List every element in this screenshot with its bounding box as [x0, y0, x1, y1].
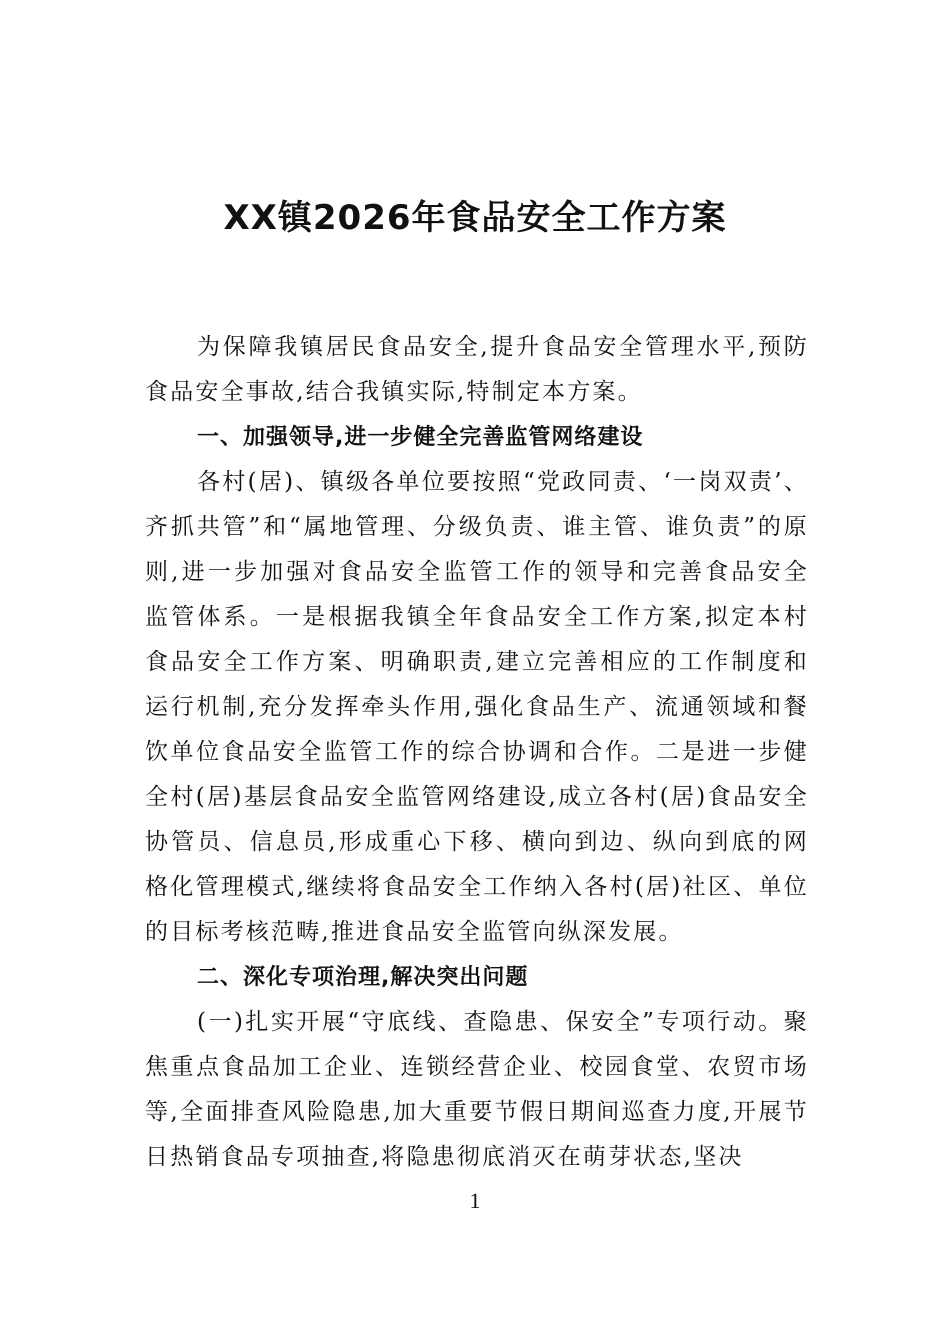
section-heading-1: 一、加强领导,进一步健全完善监管网络建设	[197, 425, 644, 450]
section-heading-2: 二、深化专项治理,解决突出问题	[197, 965, 529, 990]
section-2-paragraph: (一)扎实开展“守底线、查隐患、保安全”专项行动。聚焦重点食品加工企业、连锁经营企业、校园食堂、农贸市场等,全面排查风险隐患,加大重要节假日期间巡查力度,开展节日热销食品专项抽查,将隐患彻底消灭在萌芽状态,坚决	[145, 1009, 809, 1170]
section-1-paragraph: 各村(居)、镇级各单位要按照“党政同责、‘一岗双责’、齐抓共管”和“属地管理、分级负责、谁主管、谁负责”的原则,进一步加强对食品安全监管工作的领导和完善食品安全监管体系。一是根据我镇全年食品安全工作方案,拟定本村食品安全工作方案、明确职责,建立完善相应的工作制度和运行机制,充分发挥牵头作用,强化食品生产、流通领域和餐饮单位食品安全监管工作的综合协调和合作。二是进一步健全村(居)基层食品安全监管网络建设,成立各村(居)食品安全协管员、信息员,形成重心下移、横向到边、纵向到底的网格化管理模式,继续将食品安全工作纳入各村(居)社区、单位的目标考核范畴,推进食品安全监管向纵深发展。	[145, 469, 809, 945]
document-title: XX镇2026年食品安全工作方案	[223, 198, 727, 238]
document-body	[145, 325, 809, 1180]
intro-paragraph: 为保障我镇居民食品安全,提升食品安全管理水平,预防食品安全事故,结合我镇实际,特制定本方案。	[145, 334, 809, 405]
page-number: 1	[469, 1188, 481, 1213]
